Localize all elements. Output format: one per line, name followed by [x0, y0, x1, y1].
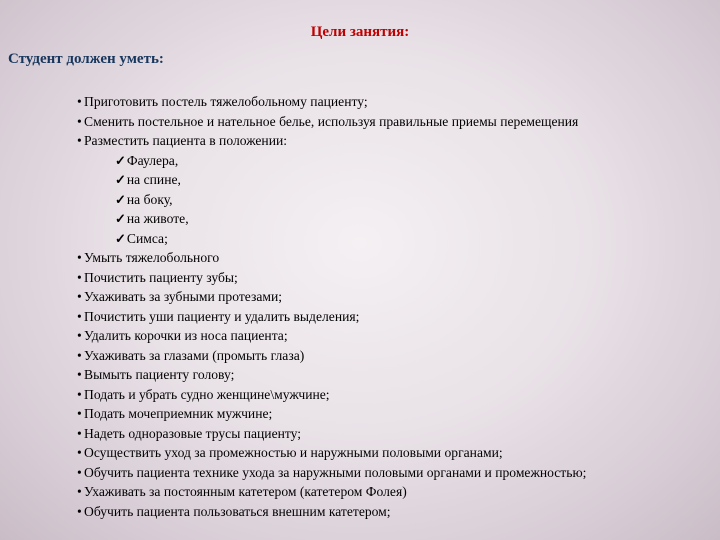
- bullet-icon: •: [77, 503, 82, 519]
- checkmark-icon: ✓: [115, 191, 126, 207]
- list-item-text: Ухаживать за постоянным катетером (катетером Фолея): [84, 484, 407, 499]
- list-item: [77, 404, 707, 424]
- list-item-text: Надеть одноразовые трусы пациенту;: [84, 425, 302, 441]
- slide-subtitle: Студент должен уметь:: [8, 51, 164, 67]
- list-item: [77, 346, 707, 366]
- bullet-icon: •: [77, 308, 82, 324]
- list-item-text: Сменить постельное и нательное белье, используя правильные приемы перемещения: [84, 113, 579, 129]
- list-item: [77, 248, 707, 268]
- list-item: [77, 307, 707, 327]
- checklist-item: [77, 190, 707, 210]
- bullet-icon: •: [77, 425, 82, 441]
- list-item-text: Обучить пациента технике ухода за наружными половыми органами и промежностью;: [84, 464, 587, 480]
- bullet-icon: •: [77, 250, 82, 265]
- list-item-text: Приготовить постель тяжелобольному пациенту;: [84, 94, 368, 109]
- bullet-icon: •: [77, 367, 82, 382]
- checklist-item: [77, 170, 707, 190]
- bullet-icon: •: [77, 328, 82, 343]
- checklist-item: [77, 209, 707, 229]
- list-item-text: Осуществить уход за промежностью и наружными половыми органами;: [84, 445, 503, 460]
- list-item: [77, 443, 707, 463]
- list-item: [77, 287, 707, 307]
- list-item-text: Ухаживать за глазами (промыть глаза): [84, 347, 305, 363]
- checklist-item: [77, 229, 707, 249]
- list-item: [77, 463, 707, 483]
- bullet-icon: •: [77, 464, 82, 480]
- list-item: [77, 424, 707, 444]
- bullet-icon: •: [77, 406, 82, 421]
- slide-title: [0, 24, 720, 41]
- checkmark-icon: ✓: [115, 172, 126, 187]
- list-item-text: Симса;: [126, 230, 168, 246]
- list-item: [77, 326, 707, 346]
- list-item-text: Умыть тяжелобольного: [84, 250, 220, 265]
- bullet-icon: •: [77, 445, 82, 460]
- list-item-text: Ухаживать за зубными протезами;: [84, 289, 283, 304]
- bullet-icon: •: [77, 289, 82, 304]
- list-item: [77, 131, 707, 151]
- bullet-icon: •: [77, 386, 82, 402]
- list-item-text: на спине,: [126, 172, 181, 187]
- list-item-text: Удалить корочки из носа пациента;: [84, 328, 288, 343]
- list-item: [77, 365, 707, 385]
- checkmark-icon: ✓: [115, 211, 126, 226]
- checkmark-icon: ✓: [115, 152, 126, 168]
- checklist-item: [77, 151, 707, 171]
- bullet-icon: •: [77, 269, 82, 285]
- list-item-text: на животе,: [126, 211, 189, 226]
- checkmark-icon: ✓: [115, 230, 126, 246]
- slide-title-text: Цели занятия:: [310, 24, 410, 40]
- list-item: [77, 385, 707, 405]
- bullet-icon: •: [77, 94, 82, 109]
- list-item-text: Подать и убрать судно женщине\мужчине;: [84, 386, 330, 402]
- list-item: [77, 268, 707, 288]
- list-item-text: Подать мочеприемник мужчине;: [84, 406, 273, 421]
- bullet-icon: •: [77, 347, 82, 363]
- list-item-text: на боку,: [126, 191, 173, 207]
- list-item: [77, 92, 707, 112]
- list-item-text: Фаулера,: [126, 152, 179, 168]
- list-item-text: Обучить пациента пользоваться внешним катетером;: [84, 503, 391, 519]
- bullet-icon: •: [77, 484, 82, 499]
- list-item-text: Почистить пациенту зубы;: [84, 269, 238, 285]
- bullet-icon: •: [77, 113, 82, 129]
- list-item: [77, 112, 707, 132]
- bullet-icon: •: [77, 133, 82, 148]
- list-item-text: Разместить пациента в положении:: [84, 133, 288, 148]
- list-item: [77, 502, 707, 522]
- objectives-list: [77, 92, 707, 521]
- list-item-text: Почистить уши пациенту и удалить выделения;: [84, 308, 360, 324]
- list-item: [77, 482, 707, 502]
- list-item-text: Вымыть пациенту голову;: [84, 367, 235, 382]
